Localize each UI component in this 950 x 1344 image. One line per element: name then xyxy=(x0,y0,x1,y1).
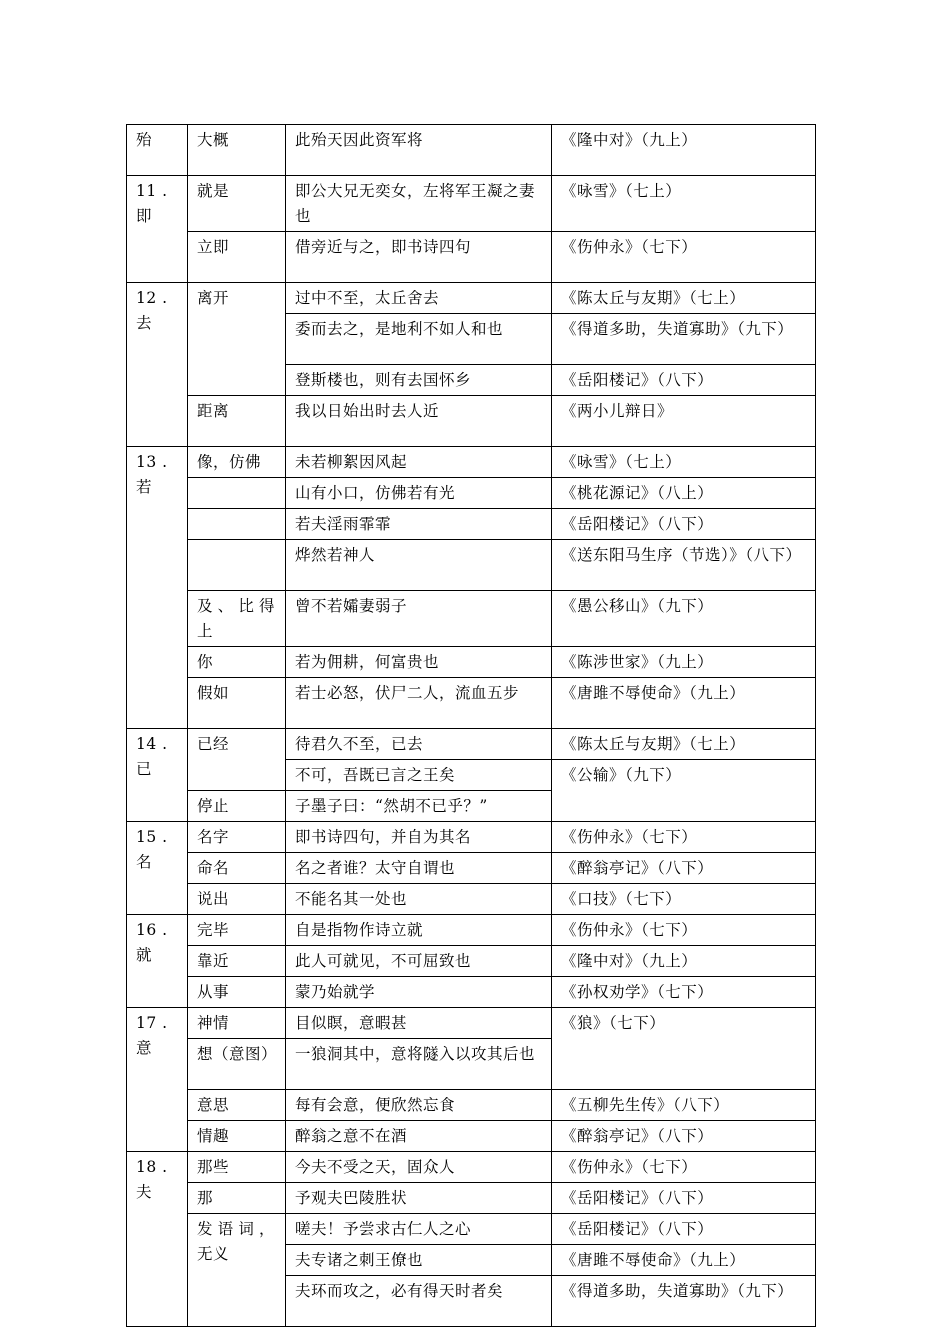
source-cell: 《狼》（七下） xyxy=(552,1008,816,1090)
word-cell: 15 . 名 xyxy=(127,822,188,915)
table-row xyxy=(127,1008,816,1039)
meaning-cell: 你 xyxy=(188,647,286,678)
source-cell: 《隆中对》（九上） xyxy=(552,125,816,176)
table-row xyxy=(127,396,816,447)
source-cell: 《口技》（七下） xyxy=(552,884,816,915)
table-row xyxy=(127,447,816,478)
meaning-cell: 说出 xyxy=(188,884,286,915)
example-cell: 未若柳絮因风起 xyxy=(286,447,552,478)
example-cell: 借旁近与之，即书诗四句 xyxy=(286,232,552,283)
example-cell: 烨然若神人 xyxy=(286,540,552,591)
table-row xyxy=(127,509,816,540)
word-cell: 14 . 已 xyxy=(127,729,188,822)
example-cell: 此殆天因此资军将 xyxy=(286,125,552,176)
meaning-cell: 已经 xyxy=(188,729,286,791)
example-cell: 若夫淫雨霏霏 xyxy=(286,509,552,540)
source-cell: 《孙权劝学》（七下） xyxy=(552,977,816,1008)
example-cell: 山有小口，仿佛若有光 xyxy=(286,478,552,509)
source-cell: 《公输》（九下） xyxy=(552,760,816,822)
example-cell: 今夫不受之天，固众人 xyxy=(286,1152,552,1183)
example-cell: 待君久不至，已去 xyxy=(286,729,552,760)
example-cell: 醉翁之意不在酒 xyxy=(286,1121,552,1152)
source-cell: 《陈涉世家》（九上） xyxy=(552,647,816,678)
example-cell: 夫环而攻之，必有得天时者矣 xyxy=(286,1276,552,1327)
meaning-cell xyxy=(188,509,286,540)
meaning-cell: 立即 xyxy=(188,232,286,283)
source-cell: 《岳阳楼记》（八下） xyxy=(552,365,816,396)
example-cell: 登斯楼也，则有去国怀乡 xyxy=(286,365,552,396)
example-cell: 过中不至，太丘舍去 xyxy=(286,283,552,314)
source-cell: 《醉翁亭记》（八下） xyxy=(552,853,816,884)
meaning-cell xyxy=(188,478,286,509)
source-cell: 《隆中对》（九上） xyxy=(552,946,816,977)
table-row xyxy=(127,884,816,915)
source-cell: 《咏雪》（七上） xyxy=(552,176,816,232)
source-cell: 《愚公移山》（九下） xyxy=(552,591,816,647)
meaning-cell: 大概 xyxy=(188,125,286,176)
source-cell: 《伤仲永》（七下） xyxy=(552,1152,816,1183)
example-cell: 若士必怒，伏尸二人，流血五步 xyxy=(286,678,552,729)
meaning-cell: 想（意图） xyxy=(188,1039,286,1090)
example-cell: 即公大兄无奕女，左将军王凝之妻也 xyxy=(286,176,552,232)
example-cell: 名之者谁？太守自谓也 xyxy=(286,853,552,884)
table-row xyxy=(127,1121,816,1152)
meaning-cell: 神情 xyxy=(188,1008,286,1039)
source-cell: 《陈太丘与友期》（七上） xyxy=(552,283,816,314)
source-cell: 《送东阳马生序（节选）》（八下） xyxy=(552,540,816,591)
table-row xyxy=(127,232,816,283)
table-row xyxy=(127,853,816,884)
source-cell: 《伤仲永》（七下） xyxy=(552,822,816,853)
meaning-cell: 靠近 xyxy=(188,946,286,977)
source-cell: 《醉翁亭记》（八下） xyxy=(552,1121,816,1152)
source-cell: 《咏雪》（七上） xyxy=(552,447,816,478)
table-row xyxy=(127,647,816,678)
table-row xyxy=(127,1214,816,1245)
source-cell: 《唐雎不辱使命》（九上） xyxy=(552,678,816,729)
meaning-cell: 意思 xyxy=(188,1090,286,1121)
example-cell: 目似瞑，意暇甚 xyxy=(286,1008,552,1039)
source-cell: 《岳阳楼记》（八下） xyxy=(552,509,816,540)
example-cell: 子墨子曰：“然胡不已乎？” xyxy=(286,791,552,822)
meaning-cell: 离开 xyxy=(188,283,286,396)
word-cell: 18 . 夫 xyxy=(127,1152,188,1327)
source-cell: 《得道多助，失道寡助》（九下） xyxy=(552,1276,816,1327)
table-row xyxy=(127,478,816,509)
meaning-cell: 命名 xyxy=(188,853,286,884)
source-cell: 《伤仲永》（七下） xyxy=(552,915,816,946)
example-cell: 蒙乃始就学 xyxy=(286,977,552,1008)
source-cell: 《唐雎不辱使命》（九上） xyxy=(552,1245,816,1276)
table-row xyxy=(127,946,816,977)
table-row xyxy=(127,1090,816,1121)
vocabulary-table xyxy=(126,124,816,1327)
source-cell: 《五柳先生传》（八下） xyxy=(552,1090,816,1121)
table-row xyxy=(127,1183,816,1214)
table-row xyxy=(127,915,816,946)
table-row xyxy=(127,1152,816,1183)
table-row xyxy=(127,283,816,314)
example-cell: 一狼洞其中，意将隧入以攻其后也 xyxy=(286,1039,552,1090)
source-cell: 《得道多助，失道寡助》（九下） xyxy=(552,314,816,365)
word-cell: 16 . 就 xyxy=(127,915,188,1008)
source-cell: 《陈太丘与友期》（七上） xyxy=(552,729,816,760)
meaning-cell: 完毕 xyxy=(188,915,286,946)
example-cell: 自是指物作诗立就 xyxy=(286,915,552,946)
word-cell: 12 . 去 xyxy=(127,283,188,447)
table-row xyxy=(127,125,816,176)
meaning-cell xyxy=(188,540,286,591)
meaning-cell: 发语词，无义 xyxy=(188,1214,286,1327)
meaning-cell: 像，仿佛 xyxy=(188,447,286,478)
meaning-cell: 停止 xyxy=(188,791,286,822)
source-cell: 《岳阳楼记》（八下） xyxy=(552,1183,816,1214)
meaning-cell: 那 xyxy=(188,1183,286,1214)
source-cell: 《伤仲永》（七下） xyxy=(552,232,816,283)
word-cell: 13 . 若 xyxy=(127,447,188,729)
meaning-cell: 那些 xyxy=(188,1152,286,1183)
table-row xyxy=(127,977,816,1008)
table-row xyxy=(127,176,816,232)
example-cell: 嗟夫！予尝求古仁人之心 xyxy=(286,1214,552,1245)
example-cell: 每有会意，便欣然忘食 xyxy=(286,1090,552,1121)
word-cell: 殆 xyxy=(127,125,188,176)
source-cell: 《岳阳楼记》（八下） xyxy=(552,1214,816,1245)
meaning-cell: 及、比得上 xyxy=(188,591,286,647)
meaning-cell: 距离 xyxy=(188,396,286,447)
example-cell: 此人可就见，不可屈致也 xyxy=(286,946,552,977)
meaning-cell: 就是 xyxy=(188,176,286,232)
word-cell: 11 . 即 xyxy=(127,176,188,283)
source-cell: 《桃花源记》（八上） xyxy=(552,478,816,509)
example-cell: 委而去之，是地利不如人和也 xyxy=(286,314,552,365)
example-cell: 即书诗四句，并自为其名 xyxy=(286,822,552,853)
meaning-cell: 假如 xyxy=(188,678,286,729)
meaning-cell: 名字 xyxy=(188,822,286,853)
source-cell: 《两小儿辩日》 xyxy=(552,396,816,447)
example-cell: 夫专诸之刺王僚也 xyxy=(286,1245,552,1276)
word-cell: 17 . 意 xyxy=(127,1008,188,1152)
meaning-cell: 从事 xyxy=(188,977,286,1008)
example-cell: 予观夫巴陵胜状 xyxy=(286,1183,552,1214)
example-cell: 不能名其一处也 xyxy=(286,884,552,915)
example-cell: 不可，吾既已言之王矣 xyxy=(286,760,552,791)
example-cell: 曾不若孀妻弱子 xyxy=(286,591,552,647)
table-row xyxy=(127,729,816,760)
table-row xyxy=(127,591,816,647)
example-cell: 若为佣耕，何富贵也 xyxy=(286,647,552,678)
example-cell: 我以日始出时去人近 xyxy=(286,396,552,447)
table-row xyxy=(127,678,816,729)
table-row xyxy=(127,822,816,853)
table-row xyxy=(127,540,816,591)
meaning-cell: 情趣 xyxy=(188,1121,286,1152)
